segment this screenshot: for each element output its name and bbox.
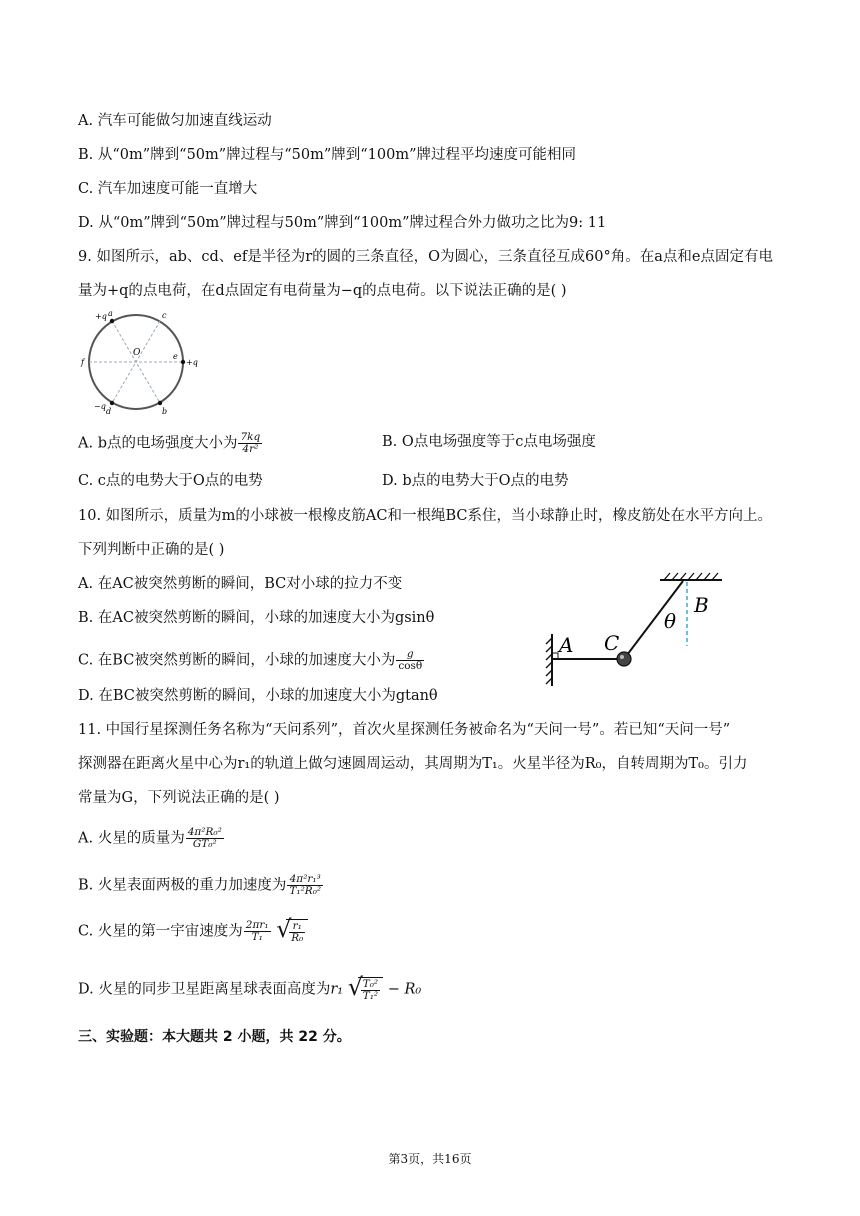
fraction-numerator: 4π²r₁³: [287, 874, 323, 886]
q10-option-a: A. 在AC被突然剪断的瞬间，BC对小球的拉力不变: [78, 576, 403, 592]
fraction-denominator: R₀: [291, 932, 304, 944]
label-d: d: [106, 407, 112, 416]
page-footer: 第3页，共16页: [388, 1152, 472, 1166]
q9-option-a-fraction: [238, 432, 262, 455]
q11-option-c-sqrt: √ $\frac{\text{r₁}}{\text{R₀}}$: [276, 919, 308, 944]
label-plus-q-a: +q: [95, 312, 107, 321]
q11-option-b-fraction: [287, 874, 323, 897]
fraction-denominator: T₁: [251, 931, 263, 943]
fraction-denominator: T₁²R₀²: [289, 885, 322, 897]
q8-option-c: C. 汽车加速度可能一直增大: [78, 181, 258, 197]
label-e: e: [173, 352, 178, 361]
q10-stem-line1: 10. 如图所示，质量为m的小球被一根橡皮筋AC和一根绳BC系住，当小球静止时，橡皮筋处在水平方向上。: [78, 508, 772, 524]
q10-option-c-text: C. 在BC被突然剪断的瞬间，小球的加速度大小为: [78, 652, 396, 669]
label-a: a: [108, 309, 113, 318]
q11-option-d: [78, 973, 422, 1002]
q9-option-a: [78, 432, 263, 455]
q11-option-d-tail: − R₀: [383, 981, 422, 998]
q11-option-d-text: D. 火星的同步卫星距离星球表面高度为: [78, 981, 331, 998]
fraction-numerator: r₁: [289, 921, 305, 933]
q11-stem-line3: 常量为G，下列说法正确的是( ): [78, 790, 280, 806]
fraction-denominator: T₁²: [362, 990, 379, 1002]
label-c: c: [162, 311, 167, 320]
q11-option-b: [78, 874, 324, 897]
fraction-denominator: cosθ: [398, 660, 423, 672]
label-theta: θ: [664, 609, 677, 633]
q9-stem-line2: 量为+q的点电荷，在d点固定有电荷量为−q的点电荷。以下说法正确的是( ): [78, 283, 567, 299]
label-C: C: [604, 631, 620, 655]
q10-option-c-fraction: [396, 649, 424, 672]
label-b: b: [162, 407, 168, 416]
fraction-denominator: 4r²: [242, 443, 259, 455]
q10-option-d: D. 在BC被突然剪断的瞬间，小球的加速度大小为gtanθ: [78, 688, 438, 704]
label-f: f: [81, 358, 84, 367]
q10-option-b: B. 在AC被突然剪断的瞬间，小球的加速度大小为gsinθ: [78, 610, 435, 626]
point-e: [181, 360, 185, 364]
q10-pendulum-figure: [540, 570, 730, 690]
q9-option-b: B. O点电场强度等于c点电场强度: [382, 434, 596, 450]
q8-option-b: B. 从“0m”牌到“50m”牌过程与“50m”牌到“100m”牌过程平均速度可能相同: [78, 147, 576, 163]
q11-option-d-sqrt: √ $\frac{\text{T₀²}}{\text{T₁²}}$: [348, 977, 383, 1002]
fraction-numerator: T₀²: [362, 978, 379, 990]
q9-circle-figure: [78, 308, 208, 416]
section-heading-experiment: 三、实验题：本大题共 2 小题，共 22 分。: [78, 1029, 351, 1045]
q11-option-a-text: A. 火星的质量为: [78, 830, 185, 847]
fraction-numerator: 7kq: [240, 431, 261, 443]
q11-option-c: [78, 915, 308, 944]
fraction-numerator: g: [396, 649, 424, 661]
sqrt-fraction: [361, 979, 380, 1002]
q8-option-a: A. 汽车可能做匀加速直线运动: [78, 113, 272, 129]
q11-option-c-text: C. 火星的第一宇宙速度为: [78, 923, 243, 940]
q11-stem-line1: 11. 中国行星探测任务名称为“天问系列”，首次火星探测任务被命名为“天问一号”。若已知“天问一号”: [78, 722, 731, 738]
q11-option-a-fraction: [186, 827, 224, 850]
q11-stem-line2: 探测器在距离火星中心为r₁的轨道上做匀速圆周运动，其周期为T₁。火星半径为R₀，自转周期为T₀。引力: [78, 756, 748, 772]
label-B: B: [694, 593, 709, 617]
q11-option-c-fraction: [244, 920, 271, 943]
q9-option-c: C. c点的电势大于O点的电势: [78, 473, 263, 489]
label-A: A: [559, 633, 574, 657]
q9-option-d: D. b点的电势大于O点的电势: [382, 473, 569, 489]
fraction-numerator: 4π²R₀²: [187, 826, 222, 838]
q9-stem-line1: 9. 如图所示，ab、cd、ef是半径为r的圆的三条直径，O为圆心，三条直径互成60°角。在a点和e点固定有电: [78, 249, 773, 265]
q10-option-c: [78, 649, 425, 672]
fraction-denominator: GT₀²: [192, 838, 217, 850]
q11-option-d-r1: r₁: [330, 981, 344, 998]
label-plus-q-e: +q: [186, 358, 198, 367]
q9-option-a-text: A. b点的电场强度大小为: [78, 435, 238, 452]
q10-stem-line2: 下列判断中正确的是( ): [78, 542, 225, 558]
q11-option-b-text: B. 火星表面两极的重力加速度为: [78, 877, 287, 894]
label-minus-q: −q: [94, 402, 106, 411]
point-d: [110, 401, 114, 405]
label-O: O: [133, 348, 141, 358]
fraction-numerator: 2πr₁: [245, 919, 269, 931]
point-a: [110, 319, 114, 323]
point-b: [158, 401, 162, 405]
q11-option-a: [78, 827, 225, 850]
q8-option-d: D. 从“0m”牌到“50m”牌过程与50m”牌到“100m”牌过程合外力做功之比为9: 11: [78, 215, 607, 231]
